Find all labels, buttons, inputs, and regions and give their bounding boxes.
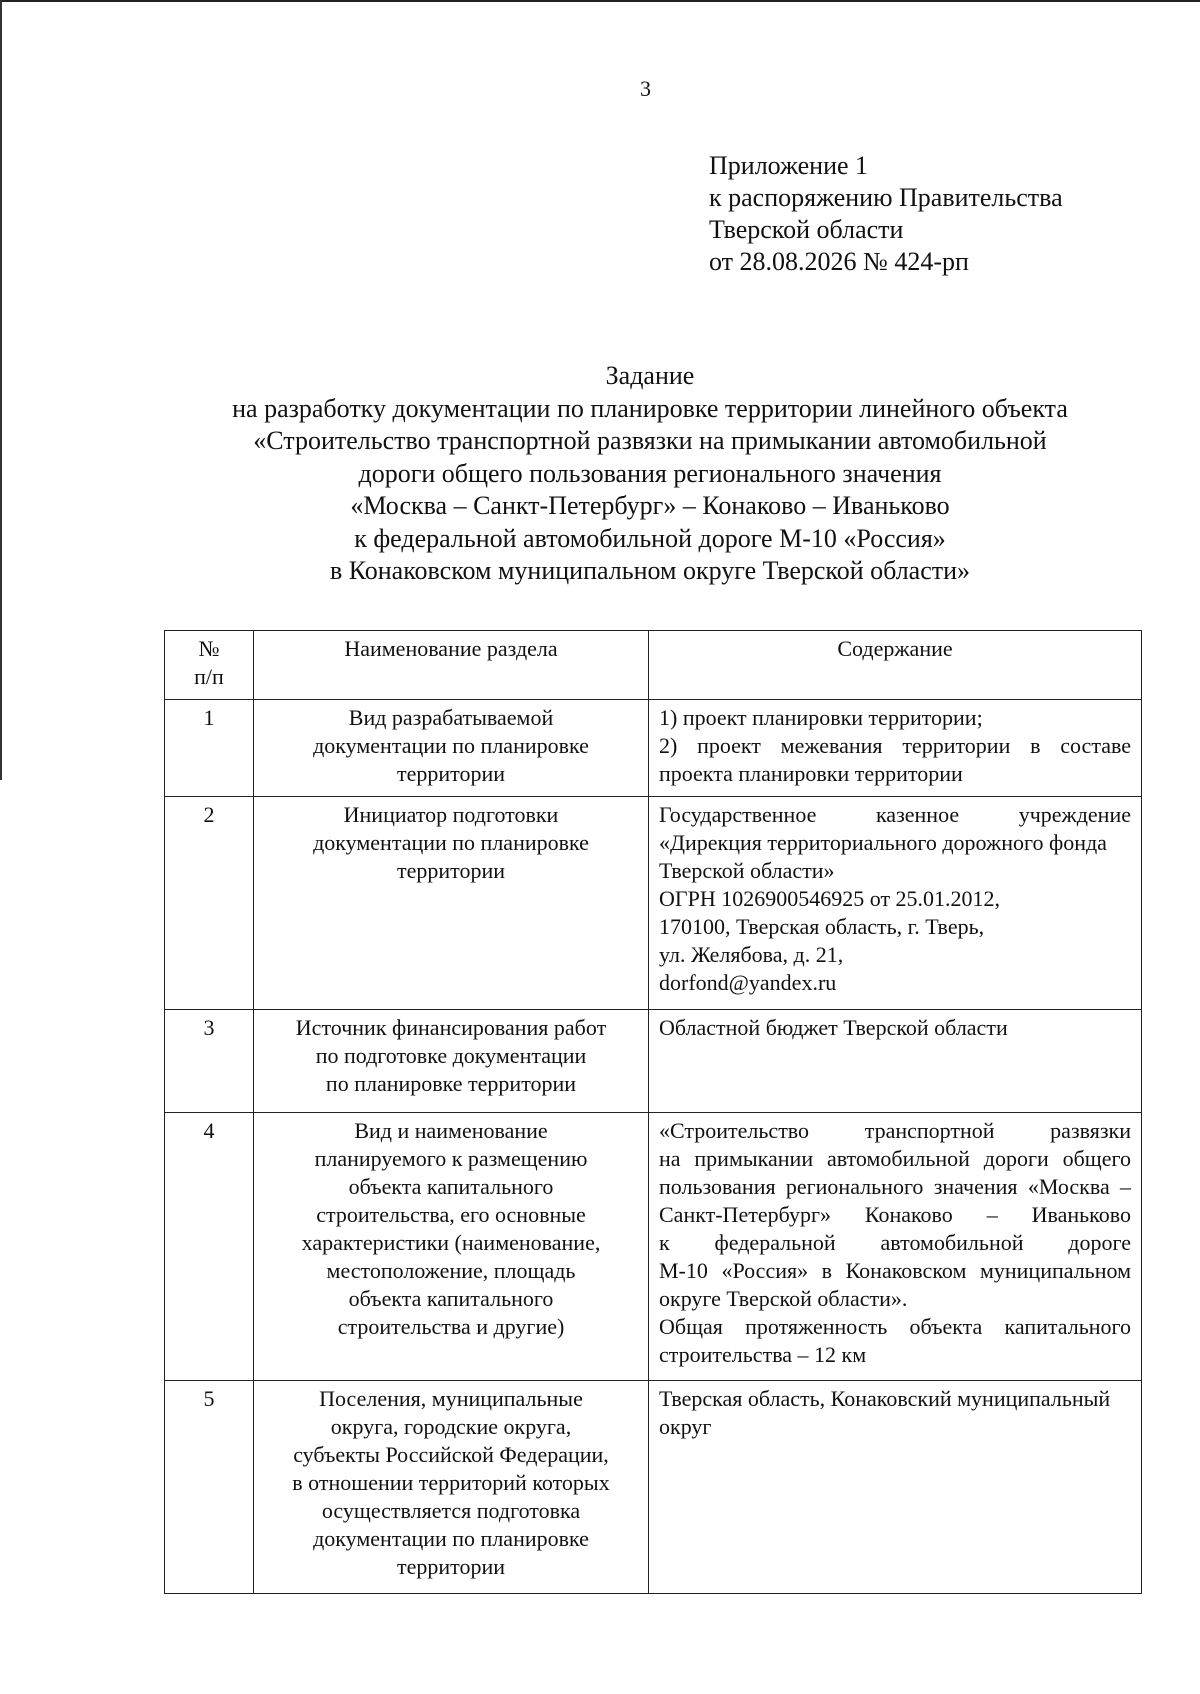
- row-number: 2: [165, 797, 254, 1010]
- page-number: 3: [640, 76, 651, 101]
- appendix-header: [709, 150, 1063, 278]
- header-number-symbol: №: [198, 636, 220, 661]
- section-name-line: территории: [396, 761, 506, 786]
- row-section-name: [254, 1010, 649, 1113]
- content-line: к федеральной автомобильной дороге: [659, 1230, 1131, 1255]
- row-number: 1: [165, 700, 254, 797]
- section-name-line: характеристики (наименование,: [301, 1230, 601, 1255]
- document-title: [150, 360, 1150, 588]
- row-content: [649, 1381, 1142, 1594]
- row-content: [649, 1113, 1142, 1381]
- scan-edge: [0, 0, 2, 780]
- title-line: «Строительство транспортной развязки на примыкании автомобильной: [253, 426, 1047, 455]
- row-content: [649, 700, 1142, 797]
- section-name-line: Вид разрабатываемой: [348, 705, 554, 730]
- row-section-name: [254, 1113, 649, 1381]
- table-row: [165, 1113, 1142, 1381]
- content-line: Государственное казенное учреждение: [659, 802, 1131, 827]
- header-content: Содержание: [649, 631, 1142, 700]
- task-table: [164, 630, 1142, 1594]
- section-name-line: Источник финансирования работ: [295, 1015, 607, 1040]
- table-header-row: [165, 631, 1142, 700]
- title-line: дороги общего пользования регионального значения: [358, 458, 942, 488]
- content-line: Общая протяженность объекта капитального: [659, 1314, 1131, 1339]
- content-line: Тверская область, Конаковский муниципальный: [659, 1386, 1111, 1411]
- content-line: 2) проект межевания территории в составе: [659, 733, 1131, 758]
- header-section-name: Наименование раздела: [254, 631, 649, 700]
- content-line: dorfond@yandex.ru: [659, 970, 837, 995]
- title-line: к федеральной автомобильной дороге М-10 «Россия»: [354, 523, 946, 553]
- row-content: [649, 797, 1142, 1010]
- section-name-line: Инициатор подготовки: [343, 802, 559, 827]
- appendix-title: Приложение 1: [709, 151, 869, 180]
- section-name-line: в отношении территорий которых: [292, 1470, 610, 1495]
- content-line: пользования регионального значения «Москва –: [659, 1174, 1131, 1199]
- content-line: округе Тверской области».: [659, 1286, 908, 1311]
- section-name-line: Поселения, муниципальные: [319, 1386, 583, 1411]
- section-name-line: планируемого к размещению: [314, 1146, 588, 1171]
- table-row: [165, 700, 1142, 797]
- section-name-line: осуществляется подготовка: [321, 1498, 581, 1523]
- section-name-line: документации по планировке: [313, 733, 589, 758]
- table-row: [165, 797, 1142, 1010]
- row-content: [649, 1010, 1142, 1113]
- content-line: округ: [659, 1414, 712, 1439]
- content-line: М-10 «Россия» в Конаковском муниципальном: [659, 1258, 1131, 1283]
- section-name-line: местоположение, площадь: [326, 1258, 576, 1283]
- section-name-line: объекта капитального: [348, 1174, 554, 1199]
- header-number-abbr: п/п: [194, 664, 224, 689]
- title-line: на разработку документации по планировке территории линейного объекта: [232, 393, 1068, 423]
- row-section-name: [254, 797, 649, 1010]
- table-row: [165, 1010, 1142, 1113]
- header-number: [165, 631, 254, 700]
- content-line: ул. Желябова, д. 21,: [659, 942, 844, 967]
- content-line: ОГРН 1026900546925 от 25.01.2012,: [659, 886, 1001, 911]
- table-row: [165, 1381, 1142, 1594]
- section-name-line: территории: [396, 1554, 506, 1579]
- section-name-line: документации по планировке: [313, 1526, 589, 1551]
- content-line: 170100, Тверская область, г. Тверь,: [659, 914, 985, 939]
- section-name-line: объекта капитального: [348, 1286, 554, 1311]
- section-name-line: строительства, его основные: [316, 1202, 586, 1227]
- title-line: «Москва – Санкт-Петербург» – Конаково – Иваньково: [350, 491, 950, 520]
- section-name-line: Вид и наименование: [354, 1118, 548, 1143]
- content-line: Областной бюджет Тверской области: [659, 1015, 1008, 1040]
- section-name-line: документации по планировке: [313, 830, 589, 855]
- section-name-line: строительства и другие): [337, 1314, 565, 1339]
- section-name-line: по подготовке документации: [315, 1043, 587, 1068]
- content-line: проекта планировки территории: [659, 761, 963, 786]
- row-number: 4: [165, 1113, 254, 1381]
- scan-edge: [0, 0, 1200, 2]
- content-line: на примыкании автомобильной дороги общего: [659, 1146, 1131, 1171]
- title-line: в Конаковском муниципальном округе Тверской области»: [329, 556, 971, 585]
- title-line: Задание: [605, 361, 695, 390]
- content-line: «Дирекция территориального дорожного фонда: [659, 830, 1107, 855]
- row-section-name: [254, 700, 649, 797]
- appendix-region: Тверской области: [709, 215, 904, 244]
- content-line: Тверской области»: [659, 858, 835, 883]
- content-line: строительства – 12 км: [659, 1342, 867, 1367]
- section-name-line: по планировке территории: [325, 1071, 577, 1096]
- section-name-line: субъекты Российской Федерации,: [293, 1442, 609, 1467]
- appendix-reference: к распоряжению Правительства: [709, 183, 1063, 212]
- section-name-line: округа, городские округа,: [330, 1414, 572, 1439]
- appendix-date-number: от 28.08.2026 № 424-рп: [709, 247, 969, 276]
- row-number: 5: [165, 1381, 254, 1594]
- content-line: «Строительство транспортной развязки: [659, 1118, 1131, 1143]
- section-name-line: территории: [396, 858, 506, 883]
- row-number: 3: [165, 1010, 254, 1113]
- content-line: 1) проект планировки территории;: [659, 705, 983, 730]
- content-line: Санкт-Петербург» Конаково – Иваньково: [659, 1202, 1131, 1227]
- row-section-name: [254, 1381, 649, 1594]
